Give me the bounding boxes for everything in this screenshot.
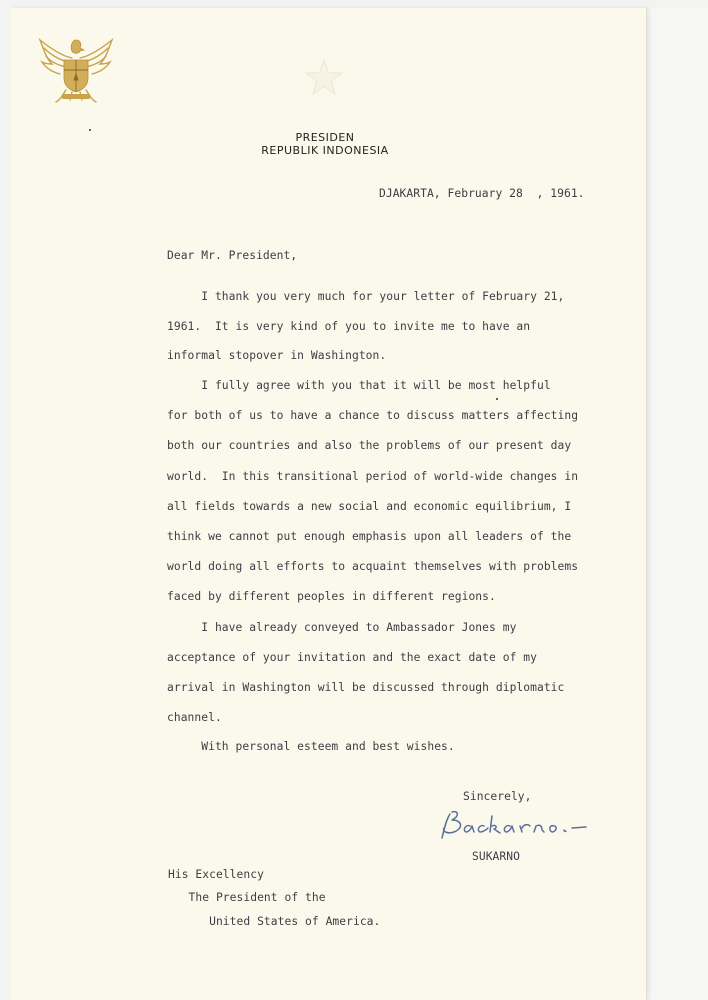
body-line: faced by different peoples in different regions. xyxy=(167,590,496,603)
body-line: all fields towards a new social and economic equilibrium, I xyxy=(167,500,572,513)
body-line: both our countries and also the problems of our present day xyxy=(167,439,572,452)
garuda-emblem-icon xyxy=(36,34,116,106)
letterhead-title: PRESIDEN xyxy=(295,131,355,144)
closing: Sincerely, xyxy=(463,790,532,803)
scan-margin xyxy=(646,8,708,1000)
body-line: for both of us to have a chance to discuss matters affecting xyxy=(167,409,579,422)
body-line: arrival in Washington will be discussed through diplomatic xyxy=(167,681,565,694)
body-line: 1961. It is very kind of you to invite me to have an xyxy=(167,320,531,333)
paper-speck xyxy=(89,129,91,131)
body-line: With personal esteem and best wishes. xyxy=(167,740,455,753)
body-line: I have already conveyed to Ambassador Jones my xyxy=(167,621,517,634)
embossed-star-icon xyxy=(302,56,346,100)
body-line: I fully agree with you that it will be most helpful xyxy=(167,379,551,392)
date-line: DJAKARTA, February 28 , 1961. xyxy=(379,187,585,200)
body-line: world doing all efforts to acquaint themselves with problems xyxy=(167,560,579,573)
salutation: Dear Mr. President, xyxy=(167,249,298,262)
body-line: think we cannot put enough emphasis upon all leaders of the xyxy=(167,530,572,543)
signer-name: SUKARNO xyxy=(472,850,520,863)
body-line: I thank you very much for your letter of February 21, xyxy=(167,290,565,303)
paper-speck xyxy=(496,398,498,400)
letterhead-subtitle: REPUBLIK INDONESIA xyxy=(261,144,389,157)
recipient-line: United States of America. xyxy=(168,915,381,928)
recipient-line: His Excellency xyxy=(168,868,264,881)
body-line: world. In this transitional period of world-wide changes in xyxy=(167,470,579,483)
handwritten-signature xyxy=(436,806,648,846)
body-line: channel. xyxy=(167,711,222,724)
recipient-line: The President of the xyxy=(168,891,326,904)
body-line: informal stopover in Washington. xyxy=(167,349,387,362)
body-line: acceptance of your invitation and the exact date of my xyxy=(167,651,537,664)
